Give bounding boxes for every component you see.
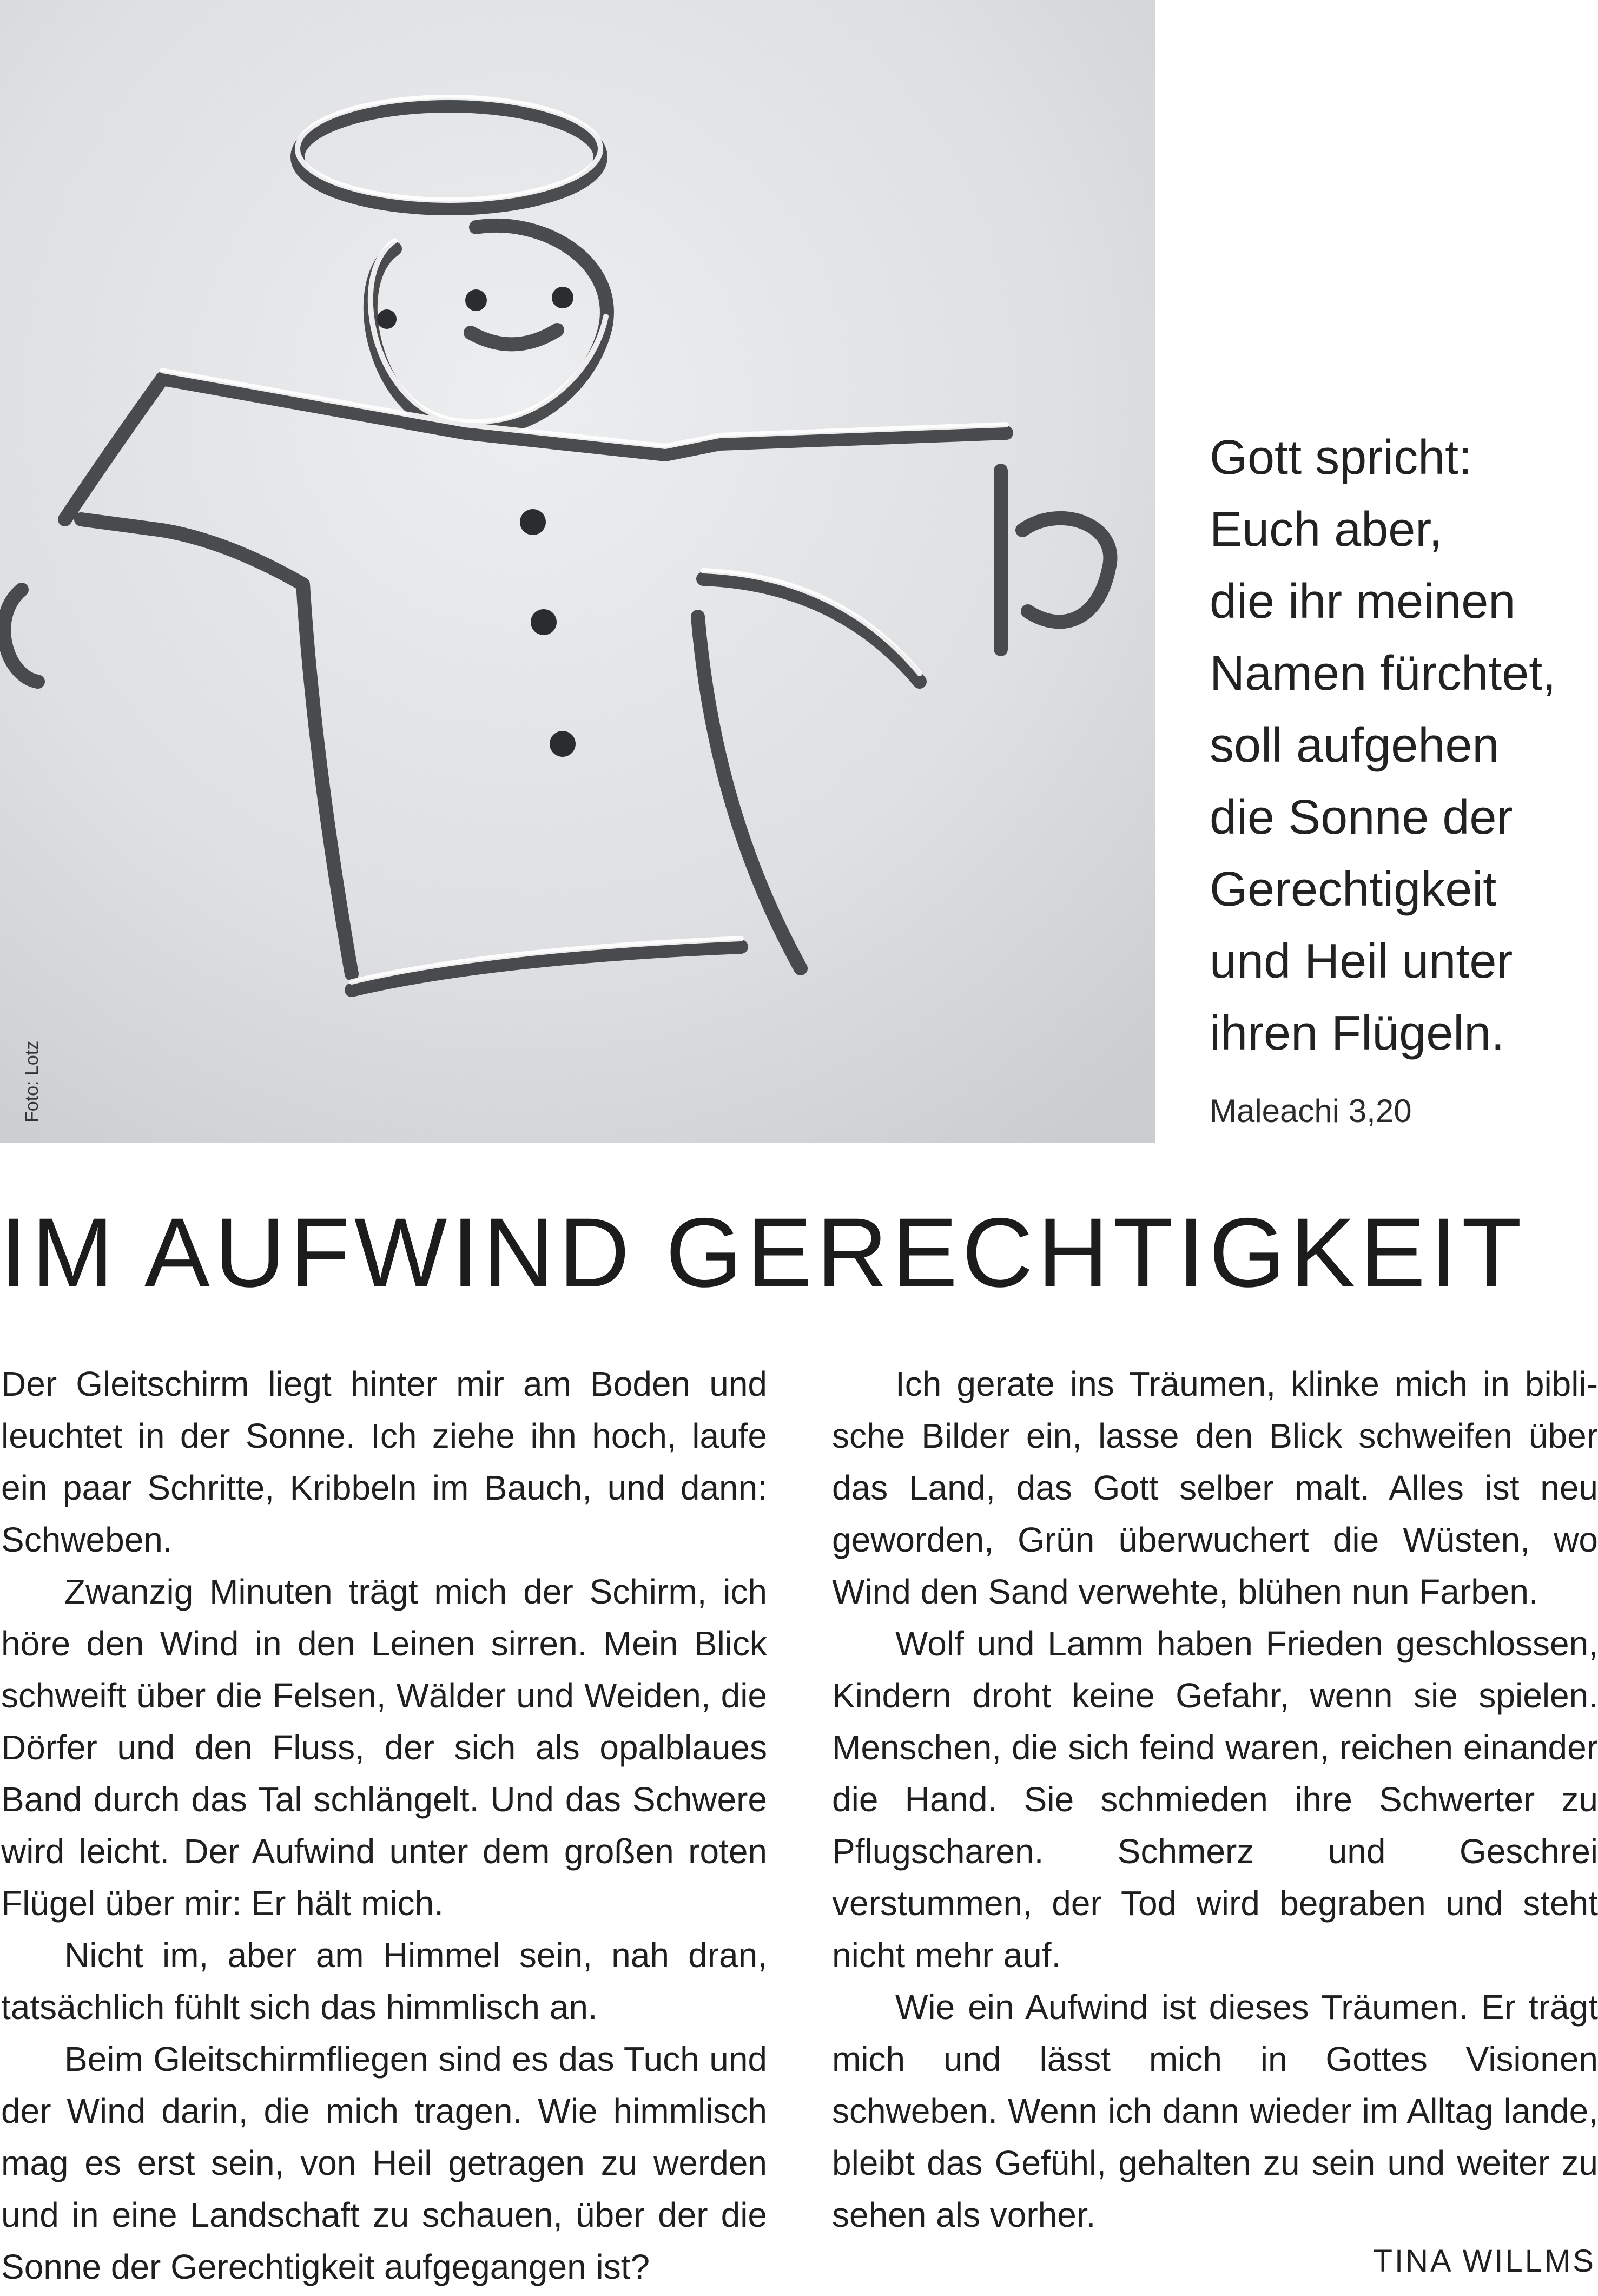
article-paragraph: Wie ein Aufwind ist dieses Träumen. Er trägt mich und lässt mich in Gottes Visionen schweben. Wenn ich dann wieder im Alltag lande, bleibt das Gefühl, gehalten zu sein und weiter zu sehen als vorher. (832, 1988, 1598, 2234)
bible-quote (1210, 422, 1588, 1130)
quote-line: Gott spricht: (1210, 431, 1472, 485)
snow-angel-drawing (0, 0, 1155, 1143)
article-paragraph: Beim Gleitschirmfliegen sind es das Tuch und der Wind darin, die mich tragen. Wie himmlisch mag es erst sein, von Heil getragen zu werden und in eine Landschaft zu schauen, über der die Sonne der Gerechtigkeit aufgegangen ist? (1, 2040, 767, 2286)
article-author: TINA WILLMS (1373, 2244, 1596, 2279)
quote-line: die Sonne der (1210, 790, 1513, 844)
quote-line: Euch aber, (1210, 503, 1443, 557)
article-column-right (832, 1358, 1598, 2241)
quote-line: und Heil unter (1210, 934, 1513, 988)
article-paragraph: Wolf und Lamm haben Frieden geschlossen, Kindern droht keine Gefahr, wenn sie spielen. Menschen, die sich feind waren, reichen einander die Hand. Sie schmieden ihre Schwerter zu Pflugscharen. Schmerz und Geschrei verstummen, der Tod wird begraben und steht nicht mehr auf. (832, 1624, 1598, 1975)
snow-angel-photo (0, 0, 1155, 1143)
quote-reference: Maleachi 3,20 (1210, 1093, 1412, 1129)
article-column-left (1, 1358, 767, 2293)
photo-credit: Foto: Lotz (22, 1040, 42, 1123)
quote-line: die ihr meinen (1210, 575, 1516, 629)
article-title: IM AUFWIND GERECHTIGKEIT (0, 1197, 1526, 1308)
quote-line: Namen fürchtet, (1210, 646, 1556, 701)
quote-line: Gerechtigkeit (1210, 862, 1497, 916)
quote-line: soll aufgehen (1210, 718, 1500, 773)
article-paragraph: Ich gerate ins Träumen, klinke mich in biblische Bilder ein, lasse den Blick schweifen über das Land, das Gott selber malt. Alles ist neu geworden, Grün überwuchert die Wüsten, wo Wind den Sand verwehte, blühen nun Farben. (832, 1364, 1598, 1611)
quote-line: ihren Flügeln. (1210, 1006, 1505, 1060)
article-paragraph: Nicht im, aber am Himmel sein, nah dran, tatsächlich fühlt sich das himmlisch an. (1, 1936, 767, 2027)
article-paragraph: Der Gleitschirm liegt hinter mir am Boden und leuchtet in der Sonne. Ich ziehe ihn hoch, laufe ein paar Schritte, Kribbeln im Bauch, und dann: Schweben. (1, 1364, 767, 1559)
article-paragraph: Zwanzig Minuten trägt mich der Schirm, ich höre den Wind in den Leinen sirren. Mein Blick schweift über die Felsen, Wälder und Weiden, die Dörfer und den Fluss, der sich als opalblaues Band durch das Tal schlängelt. Und das Schwere wird leicht. Der Aufwind unter dem großen roten Flügel über mir: Er hält mich. (1, 1572, 767, 1923)
